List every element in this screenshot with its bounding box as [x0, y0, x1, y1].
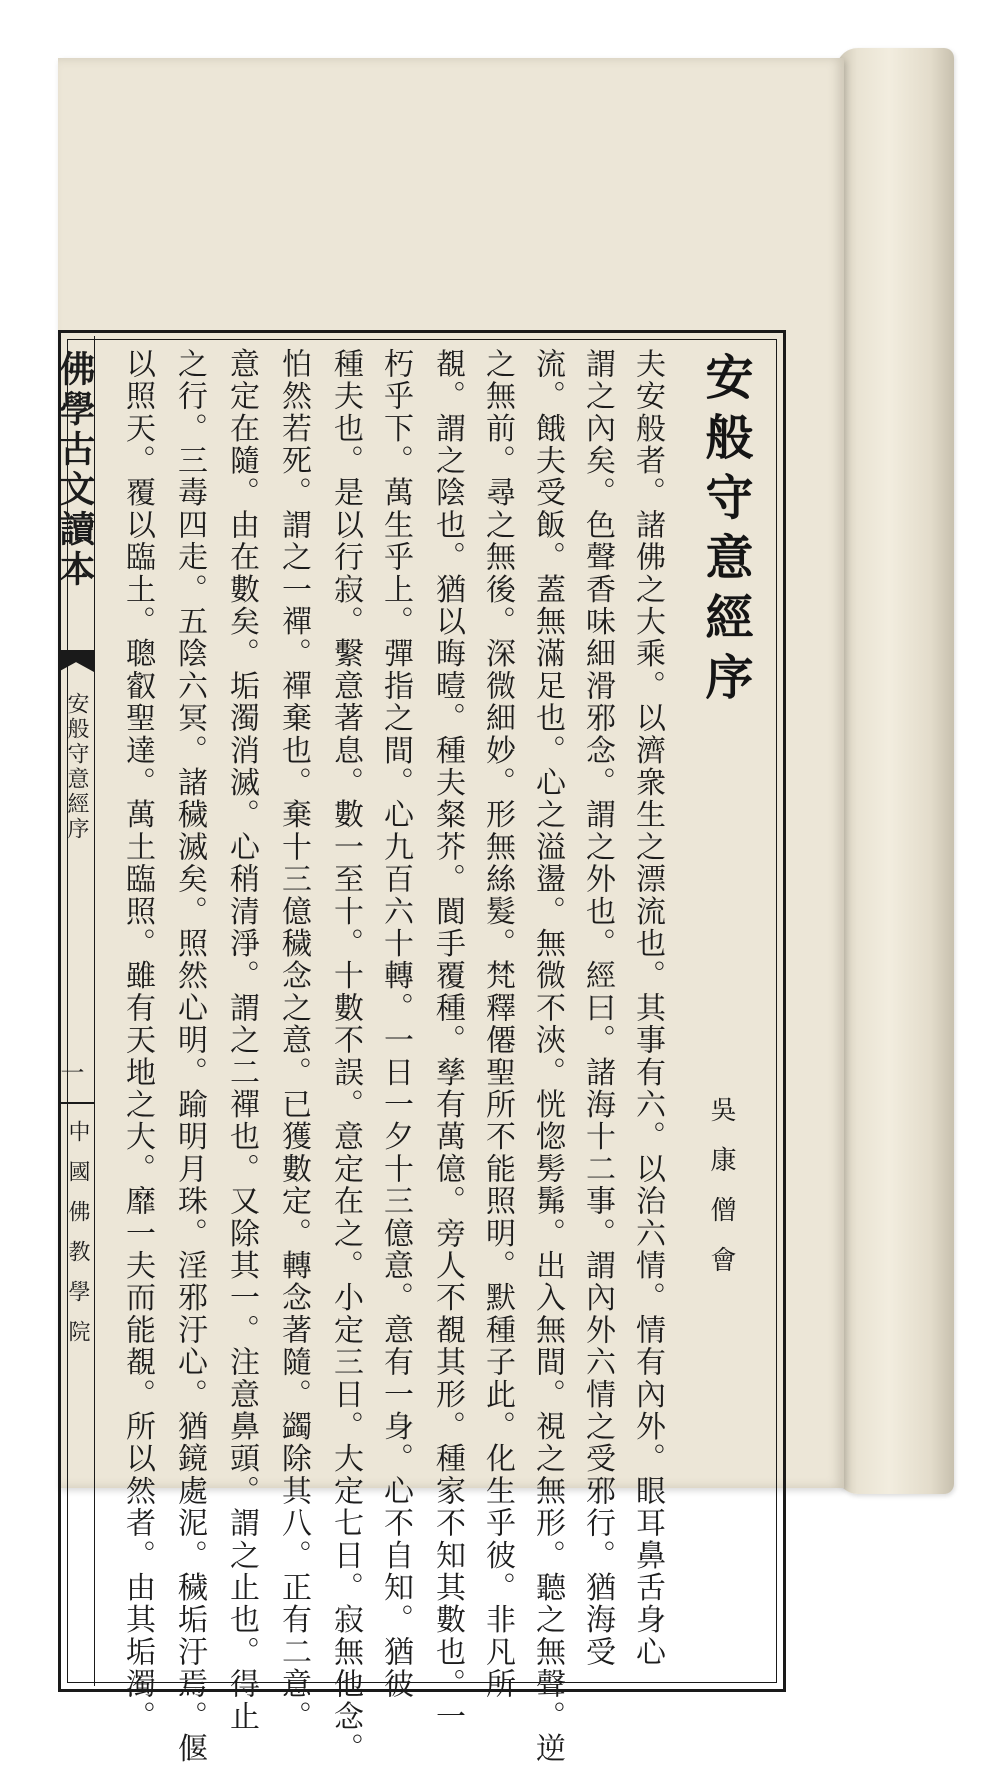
text-column: 之行。三毒四走。五陰六冥。諸穢滅矣。照然心明。踰明月珠。淫邪汙心。猶鏡處泥。穢垢汙焉。偃	[172, 348, 207, 1765]
text-column: 夫安般者。諸佛之大乘。以濟衆生之漂流也。其事有六。以治六情。情有內外。眼耳鼻舌身心	[630, 348, 665, 1669]
text-column: 種夫也。是以行寂。繫意著息。數一至十。十數不誤。意定在之。小定三日。大定七日。寂無他念。	[328, 348, 363, 1765]
text-column: 謂之內矣。色聲香味細滑邪念。謂之外也。經曰。諸海十二事。謂內外六情之受邪行。猶海受	[580, 348, 615, 1669]
margin-section-title: 安般守意經序	[64, 692, 89, 842]
print-frame	[54, 330, 786, 1692]
text-column: 以照天。覆以臨土。聰叡聖達。萬土臨照。雖有天地之大。靡一夫而能覩。所以然者。由其垢濁。	[120, 348, 155, 1733]
margin-book-title: 佛學古文讀本	[54, 350, 96, 590]
text-column: 流。餓夫受飯。蓋無滿足也。心之溢盪。無微不浹。恍惚髣髴。出入無間。視之無形。聽之無聲。逆	[530, 348, 565, 1765]
preface-title: 安般守意經序	[697, 352, 753, 712]
text-column: 怕然若死。謂之一禪。禪棄也。棄十三億穢念之意。已獲數定。轉念著隨。蠲除其八。正有二意。	[276, 348, 311, 1733]
margin-publisher: 中國佛教學院	[65, 1120, 90, 1360]
preface-author: 吳康僧會	[706, 1096, 736, 1296]
text-column: 覩。謂之陰也。猶以晦曀。種夫粲芥。閬手覆種。孳有萬億。旁人不覩其形。種家不知其數也。一	[430, 348, 465, 1733]
rolled-page-edge	[836, 48, 954, 1494]
text-column: 意定在隨。由在數矣。垢濁消滅。心稍清淨。謂之二禪也。又除其一。注意鼻頭。謂之止也。得止	[224, 348, 259, 1733]
text-column: 之無前。尋之無後。深微細妙。形無絲髮。梵釋僊聖所不能照明。默種子此。化生乎彼。非凡所	[480, 348, 515, 1701]
margin-page-number: 一	[56, 1060, 84, 1084]
text-column: 朽乎下。萬生乎上。彈指之間。心九百六十轉。一日一夕十三億意。意有一身。心不自知。猶彼	[378, 348, 413, 1701]
